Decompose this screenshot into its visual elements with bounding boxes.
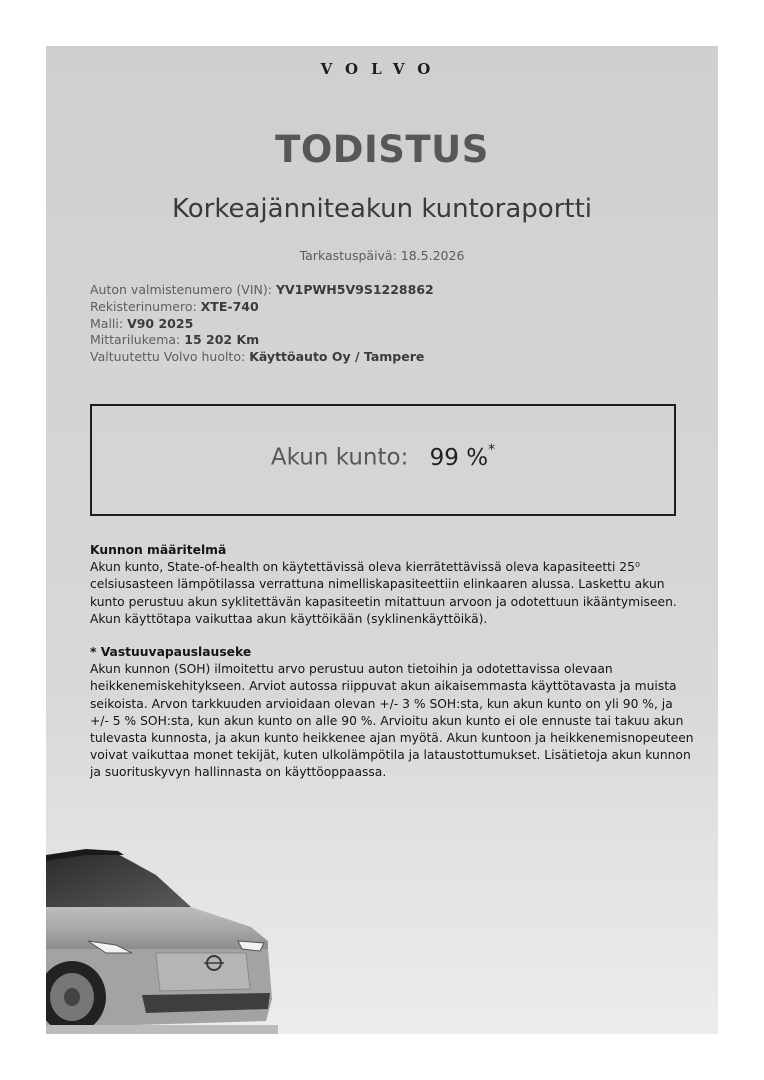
volvo-logo: VOLVO — [320, 60, 444, 78]
detail-value: YV1PWH5V9S1228862 — [275, 282, 434, 297]
disclaimer-heading: * Vastuuvapauslauseke — [90, 645, 252, 659]
detail-label: Auton valmistenumero (VIN): — [90, 282, 272, 297]
detail-model — [90, 316, 434, 333]
disclaimer-text: Akun kunnon (SOH) ilmoitettu arvo perustuu auton tietoihin ja odotettavissa olevaan heikkenemiskehitykseen. Arviot autossa riippuvat akun aikaisemmasta käyttötavasta ja muista seikoista. Arvon tarkkuuden arvioidaan olevan +/- 3 % SOH:sta, kun akun kunto on yli 90 %, ja +/- 5 % SOH:sta, kun akun kunto on alle 90 %. Arvioitu akun kunto ei ole ennuste tai takuu akun tulevasta kunnosta, ja akun kunto heikkenee ajan myötä. Akun kuntoon ja heikkenemisnopeuteen voivat vaikuttaa monet tekijät, kuten ulkolämpötila ja lataustottumukset. Lisätietoja akun kunnon ja suorituskyvyn hallinnasta on käyttöoppaassa. — [90, 662, 694, 780]
disclaimer-section — [90, 644, 694, 782]
detail-label: Mittarilukema: — [90, 332, 181, 348]
detail-value: Käyttöauto Oy / Tampere — [249, 349, 425, 365]
document-subtitle: Korkeajänniteakun kuntoraportti — [172, 194, 592, 224]
battery-health-number: 99 % — [429, 444, 489, 471]
detail-vin — [90, 282, 434, 299]
battery-health-box — [90, 404, 676, 516]
detail-service — [90, 349, 434, 366]
detail-label: Valtuutettu Volvo huolto: — [90, 349, 246, 365]
detail-label: Malli: — [90, 315, 124, 331]
definition-section — [90, 542, 694, 628]
battery-health-value — [429, 442, 496, 471]
car-image — [46, 849, 286, 1034]
definition-heading: Kunnon määritelmä — [90, 543, 227, 557]
vehicle-details — [90, 282, 434, 366]
detail-value: 15 202 Km — [184, 332, 260, 348]
inspection-date: Tarkastuspäivä: 18.5.2026 — [299, 248, 465, 263]
detail-value: XTE-740 — [200, 298, 259, 314]
footnote-mark: * — [488, 442, 496, 458]
detail-odometer — [90, 332, 434, 349]
detail-registration — [90, 299, 434, 316]
battery-health-label: Akun kunto: — [270, 444, 409, 471]
definition-text: Akun kunto, State-of-health on käytettävissä oleva kierrätettävissä oleva kapasiteetti 25⁰ celsiusasteen lämpötilassa verrattuna nimelliskapasiteettiin elinkaaren alussa. Laskettu akun kunto perustuu akun syklitettävän kapasiteetin mitattuun arvoon ja odotettuun ikääntymiseen. Akun käyttötapa vaikuttaa akun käyttöikään (syklinenkäyttöikä). — [90, 560, 677, 626]
battery-health-line — [92, 444, 674, 471]
document-title: TODISTUS — [275, 128, 489, 171]
detail-label: Rekisterinumero: — [90, 298, 197, 314]
detail-value: V90 2025 — [127, 315, 194, 331]
certificate-page — [46, 46, 718, 1034]
